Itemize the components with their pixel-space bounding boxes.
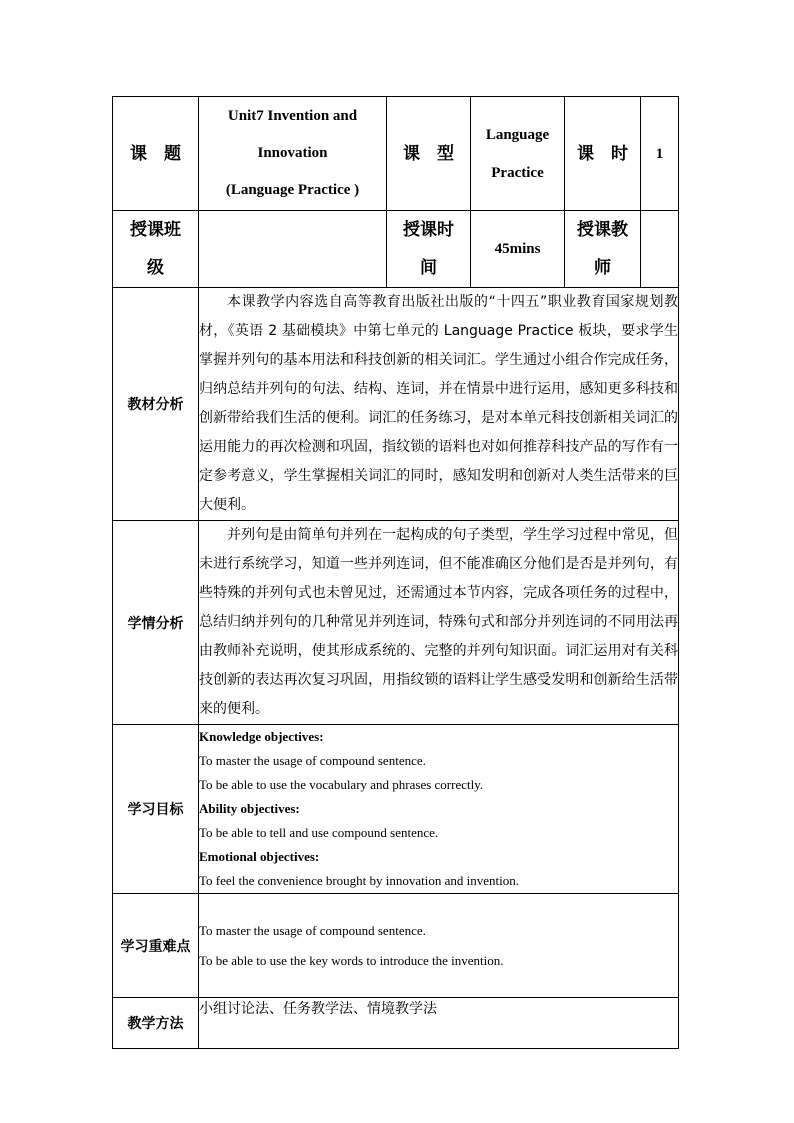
learner-text: 并列句是由简单句并列在一起构成的句子类型，学生学习过程中常见，但未进行系统学习，知道一些并列连词，但不能准确区分他们是否是并列句，有些特殊的并列句式也未曾见过，还需通过本节内容，完成各项任务的过程中，总结归纳并列句的几种常见并列连词，特殊句式和部分并列连词的不同用法再由教师补充说明，使其形成系统的、完整的并列句知识面。词汇运用对有关科技创新的表达再次复习巩固，用指纹锁的语料让学生感受发明和创新给生活带来的便利。 <box>199 521 679 725</box>
ability-item-1: To be able to tell and use compound sentence. <box>199 825 439 840</box>
class-label <box>113 211 199 288</box>
key-points-label: 学习重难点 <box>113 894 199 998</box>
ability-heading: Ability objectives: <box>199 801 300 816</box>
time-label-line1: 授课时 <box>403 220 454 240</box>
objectives-content <box>199 725 679 894</box>
type-value <box>471 97 565 211</box>
lesson-plan-table <box>112 96 679 1049</box>
header-row <box>113 97 679 211</box>
hours-label: 课 时 <box>565 97 641 211</box>
time-value: 45mins <box>471 211 565 288</box>
key-points-content <box>199 894 679 998</box>
class-label-line1: 授课班 <box>130 220 181 240</box>
lesson-title <box>199 97 387 211</box>
knowledge-item-1: To master the usage of compound sentence. <box>199 753 426 768</box>
type-label: 课 型 <box>387 97 471 211</box>
learner-row <box>113 521 679 725</box>
methods-row <box>113 998 679 1049</box>
methods-text: 小组讨论法、任务教学法、情境教学法 <box>199 998 679 1049</box>
topic-label: 课 题 <box>113 97 199 211</box>
key-points-row <box>113 894 679 998</box>
objectives-row <box>113 725 679 894</box>
class-info-row <box>113 211 679 288</box>
time-label <box>387 211 471 288</box>
lesson-title-line1: Unit7 Invention and <box>227 108 358 124</box>
lesson-title-line3: (Language Practice ) <box>225 182 360 198</box>
knowledge-item-2: To be able to use the vocabulary and phrases correctly. <box>199 777 484 792</box>
time-label-line2: 间 <box>420 258 437 278</box>
emotional-heading: Emotional objectives: <box>199 849 320 864</box>
class-label-line2: 级 <box>147 258 164 278</box>
objectives-label: 学习目标 <box>113 725 199 894</box>
knowledge-heading: Knowledge objectives: <box>199 729 324 744</box>
type-value-line2: Practice <box>491 164 544 181</box>
learner-label: 学情分析 <box>113 521 199 725</box>
key-point-1: To master the usage of compound sentence. <box>199 922 426 938</box>
teacher-label-line1: 授课教 <box>577 220 628 240</box>
material-label: 教材分析 <box>113 288 199 521</box>
teacher-value <box>641 211 679 288</box>
class-value <box>199 211 387 288</box>
material-text: 本课教学内容选自高等教育出版社出版的“十四五”职业教育国家规划教材，《英语 2 基础模块》中第七单元的 Language Practice 板块，要求学生掌握并列句的基本用法和科技创新的相关词汇。学生通过小组合作完成任务，归纳总结并列句的句法、结构、连词，并在情景中进行运用，感知更多科技和创新带给我们生活的便利。词汇的任务练习，是对本单元科技创新相关词汇的运用能力的再次检测和巩固，指纹锁的语料也对如何推荐科技产品的写作有一定参考意义，学生掌握相关词汇的同时，感知发明和创新对人类生活带来的巨大便利。 <box>199 288 679 521</box>
methods-label: 教学方法 <box>113 998 199 1049</box>
teacher-label <box>565 211 641 288</box>
hours-value: 1 <box>641 97 679 211</box>
key-point-2: To be able to use the key words to introduce the invention. <box>199 952 504 968</box>
type-value-line1: Language <box>485 126 550 143</box>
material-row <box>113 288 679 521</box>
emotional-item-1: To feel the convenience brought by innovation and invention. <box>199 873 520 888</box>
teacher-label-line2: 师 <box>594 258 611 278</box>
lesson-title-line2: Innovation <box>257 145 328 161</box>
